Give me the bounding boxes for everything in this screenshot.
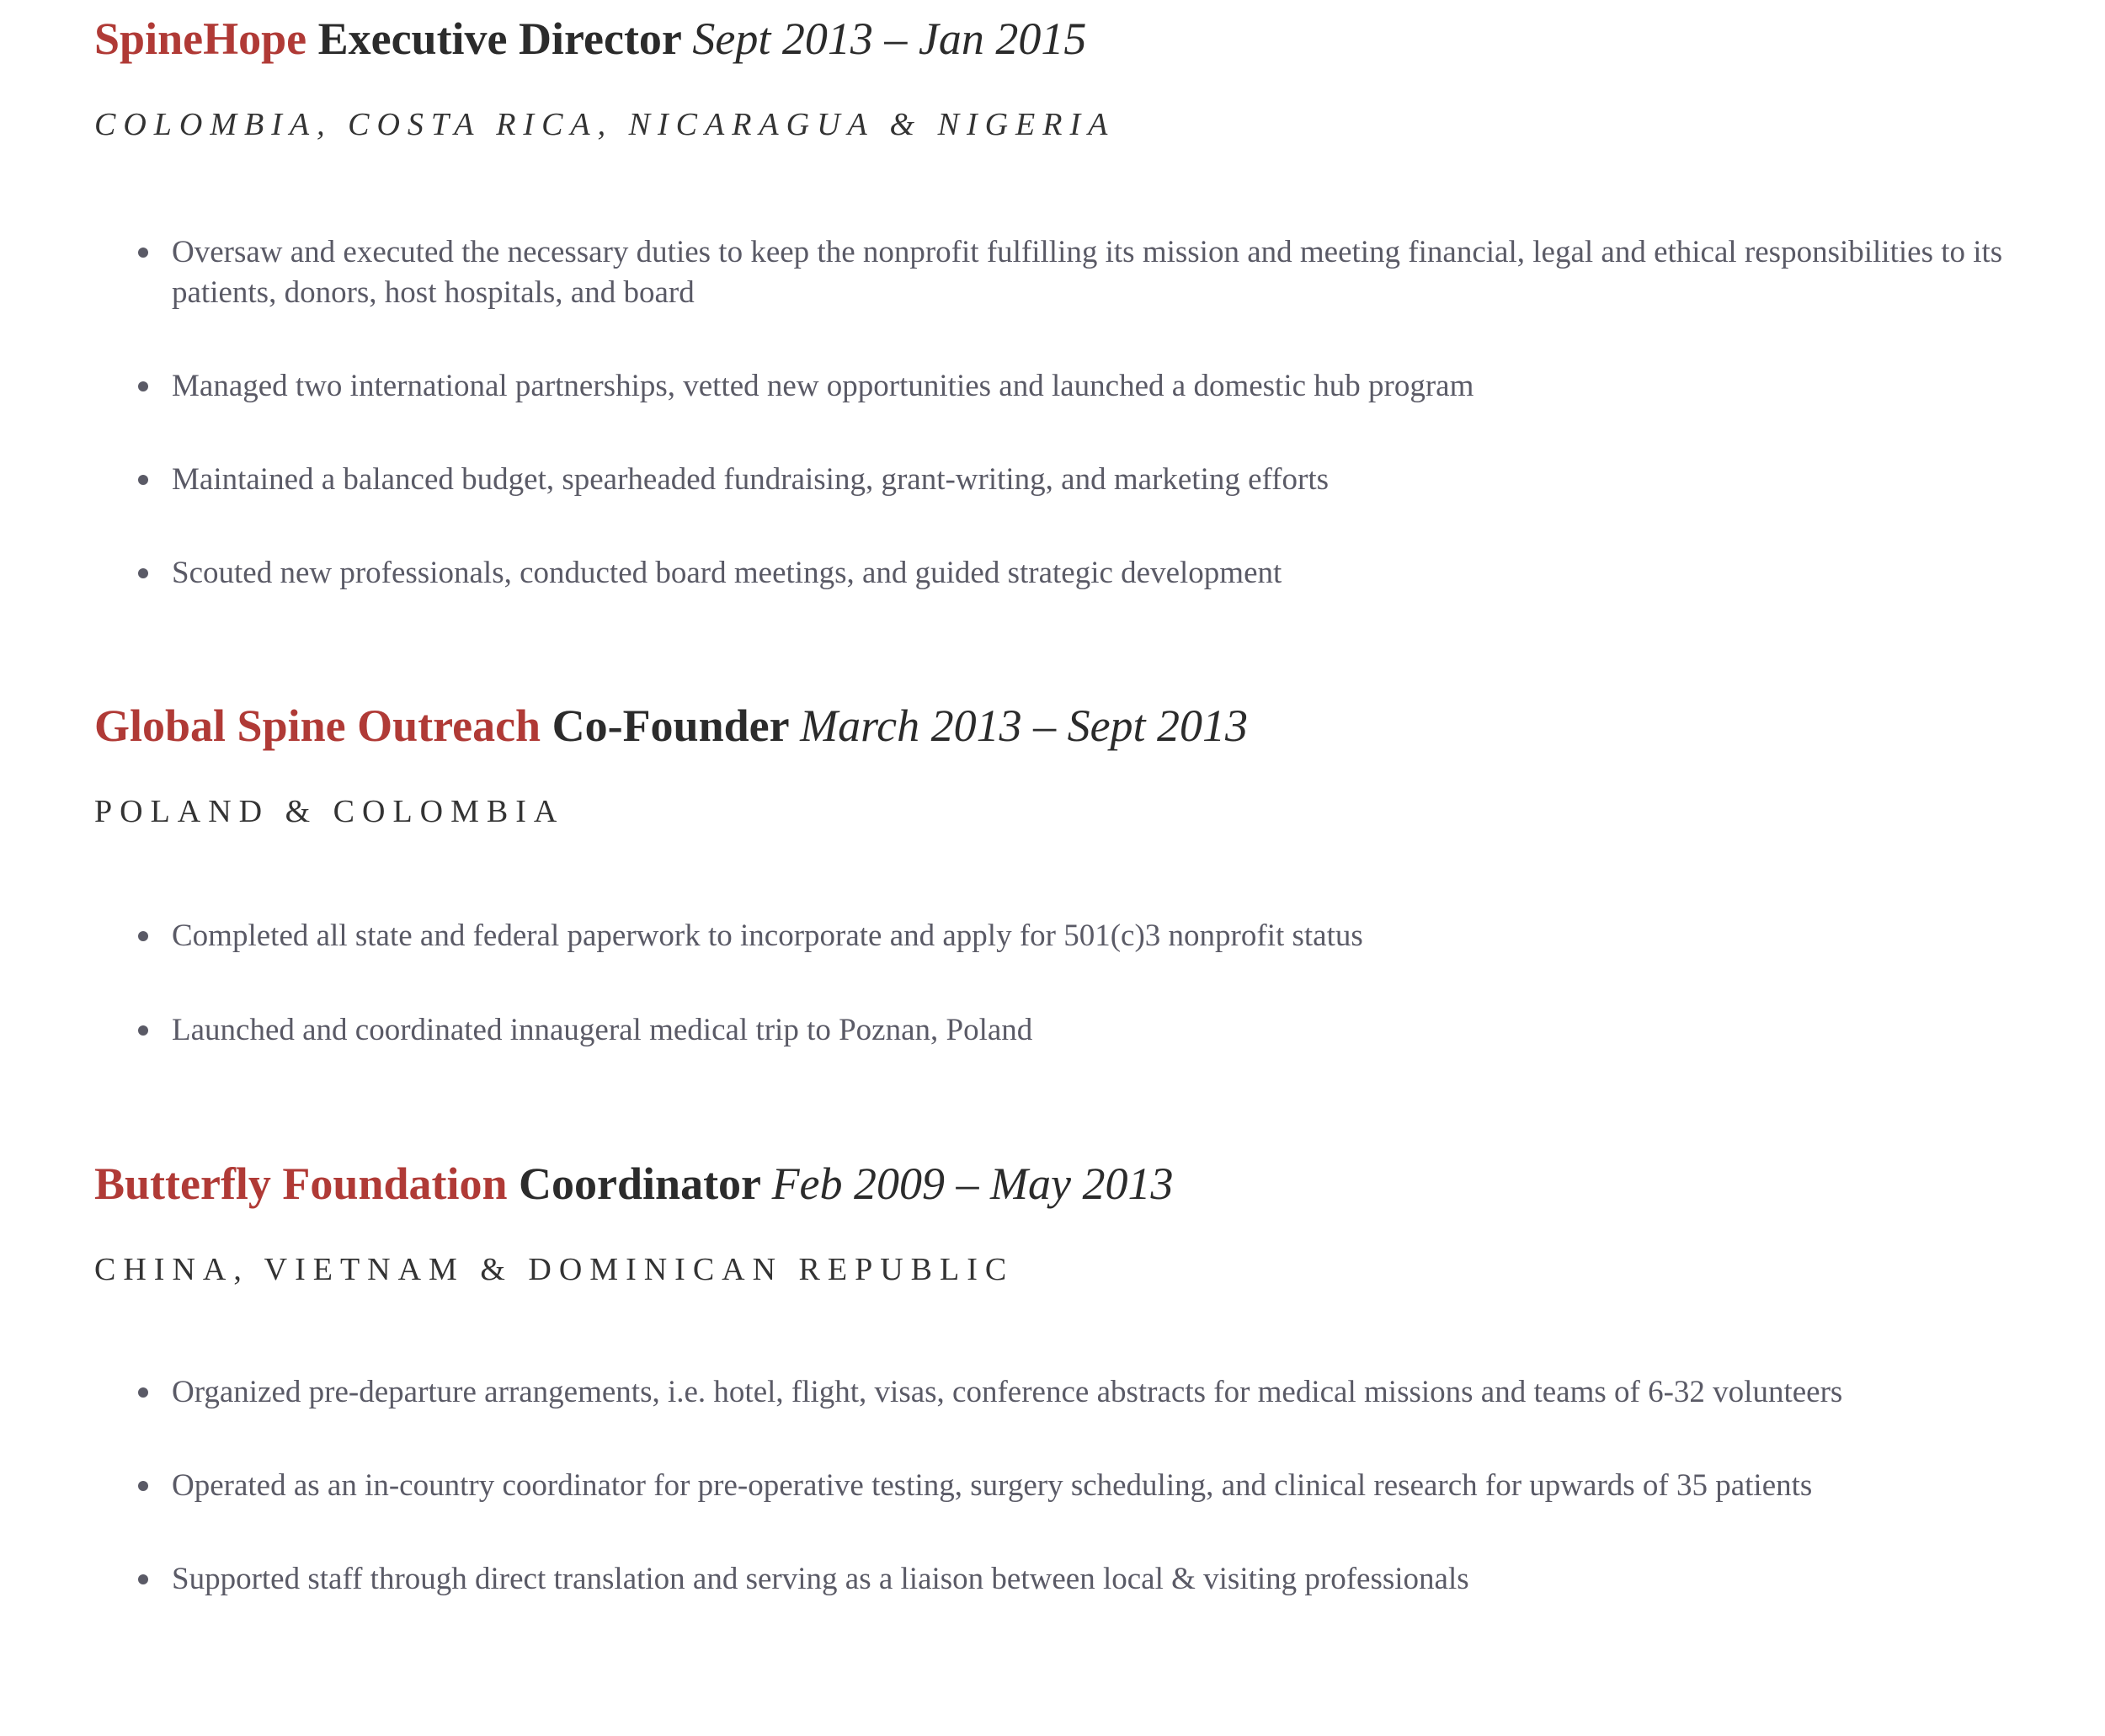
list-item: [138, 1466, 2041, 1506]
job-bullet-list: [138, 916, 2041, 1051]
job-title: Executive Director: [317, 13, 681, 64]
bullet-dot-icon: [138, 568, 148, 578]
list-item: [138, 366, 2041, 407]
bullet-text: Completed all state and federal paperwork to incorporate and apply for 501(c)3 nonprofit status: [172, 919, 1363, 953]
bullet-text: Organized pre-departure arrangements, i.e. hotel, flight, visas, conference abstracts for medical missions and teams of 6-32 volunteers: [172, 1375, 1843, 1409]
list-item: [138, 232, 2041, 313]
list-item: [138, 553, 2041, 594]
job-dates: Feb 2009 – May 2013: [771, 1158, 1174, 1209]
bullet-dot-icon: [138, 1387, 148, 1398]
job-location: CHINA, VIETNAM & DOMINICAN REPUBLIC: [94, 1252, 1015, 1287]
job-bullet-list: [138, 232, 2041, 594]
bullet-text: Supported staff through direct translation and serving as a liaison between local & visiting professionals: [172, 1562, 1469, 1596]
bullet-dot-icon: [138, 381, 148, 391]
bullet-dot-icon: [138, 1025, 148, 1036]
bullet-text: Scouted new professionals, conducted board meetings, and guided strategic development: [172, 556, 1282, 590]
job-entry-butterfly-foundation: [94, 1157, 2056, 1288]
job-header: [94, 1157, 2056, 1211]
bullet-text: Managed two international partnerships, vetted new opportunities and launched a domestic hub program: [172, 369, 1474, 403]
bullet-text: Operated as an in-country coordinator for pre-operative testing, surgery scheduling, and clinical research for upwards of 35 patients: [172, 1468, 1813, 1503]
organization-name: Butterfly Foundation: [94, 1158, 508, 1209]
job-entry-global-spine-outreach: [94, 699, 2056, 830]
job-title: Coordinator: [519, 1158, 761, 1209]
bullet-text: Maintained a balanced budget, spearheaded fundraising, grant-writing, and marketing efforts: [172, 462, 1330, 497]
bullet-dot-icon: [138, 1574, 148, 1584]
bullet-dot-icon: [138, 931, 148, 941]
list-item: [138, 1559, 2041, 1600]
job-location: COLOMBIA, COSTA RICA, NICARAGUA & NIGERIA: [94, 107, 1116, 142]
bullet-dot-icon: [138, 1481, 148, 1491]
list-item: [138, 1372, 2041, 1413]
job-header: [94, 12, 2056, 66]
job-bullet-list: [138, 1372, 2041, 1600]
list-item: [138, 916, 2041, 956]
bullet-dot-icon: [138, 475, 148, 485]
job-location: POLAND & COLOMBIA: [94, 794, 565, 829]
job-title: Co-Founder: [552, 700, 789, 751]
job-dates: March 2013 – Sept 2013: [800, 700, 1249, 751]
list-item: [138, 460, 2041, 500]
bullet-text: Launched and coordinated innaugeral medical trip to Poznan, Poland: [172, 1013, 1033, 1047]
job-dates: Sept 2013 – Jan 2015: [692, 13, 1087, 64]
organization-name: SpineHope: [94, 13, 307, 64]
job-entry-spinehope: [94, 12, 2056, 143]
bullet-dot-icon: [138, 248, 148, 258]
organization-name: Global Spine Outreach: [94, 700, 541, 751]
bullet-text: Oversaw and executed the necessary duties to keep the nonprofit fulfilling its mission and meeting financial, legal and ethical responsibilities to its patients, donors, host hospitals, and board: [172, 235, 2003, 310]
job-header: [94, 699, 2056, 753]
list-item: [138, 1010, 2041, 1051]
